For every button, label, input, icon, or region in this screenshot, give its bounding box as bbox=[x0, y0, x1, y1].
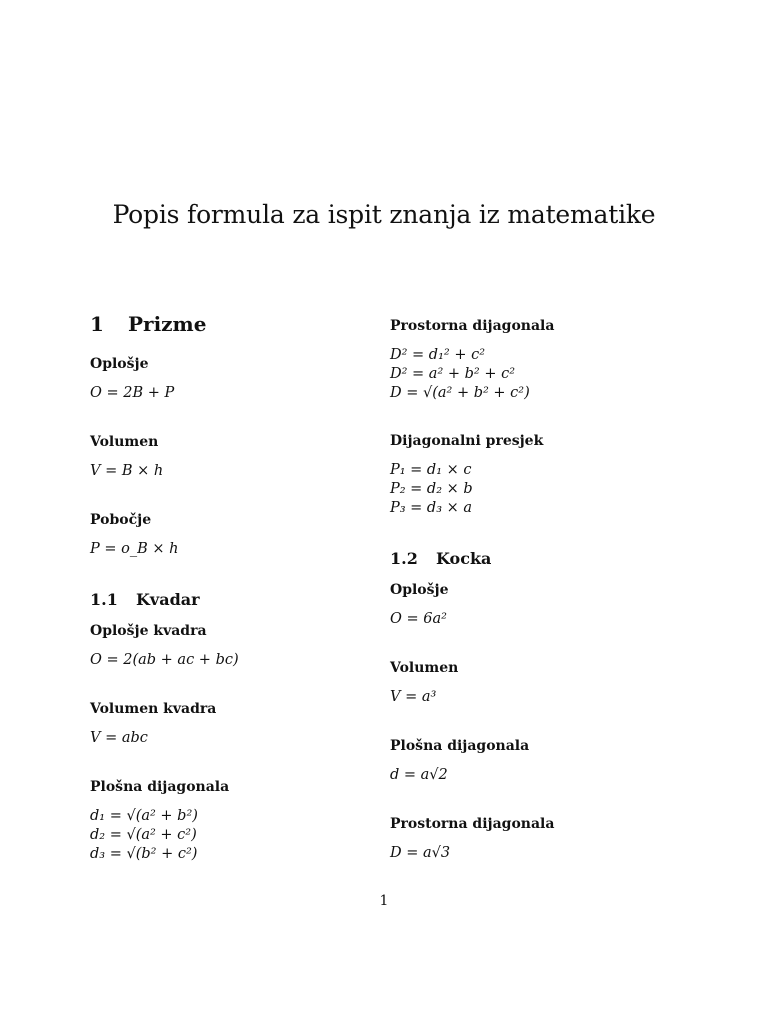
formula-volumen: V = B × h bbox=[90, 463, 164, 479]
paragraph-title-oplosje: Oplošje bbox=[90, 356, 149, 372]
section-number: 1 bbox=[90, 312, 104, 336]
formula-D: D = √(a² + b² + c²) bbox=[390, 385, 530, 401]
subsection-number: 1.2 bbox=[390, 549, 418, 568]
formula-group-prostorna-dijagonala bbox=[390, 346, 690, 403]
paragraph-title-plosna-dijagonala: Plošna dijagonala bbox=[90, 779, 230, 795]
paragraph-title-volumen: Volumen bbox=[90, 434, 159, 450]
paragraph-title-plosna-dijagonala-kocke: Plošna dijagonala bbox=[390, 738, 530, 754]
subsection-heading-kocka bbox=[390, 548, 690, 570]
page-title: Popis formula za ispit znanja iz matematike bbox=[112, 200, 656, 229]
formula-oplosje: O = 2B + P bbox=[90, 385, 175, 401]
formula-P2: P₂ = d₂ × b bbox=[390, 481, 473, 497]
page-number: 1 bbox=[379, 893, 389, 909]
paragraph-title-prostorna-dijagonala: Prostorna dijagonala bbox=[390, 318, 555, 334]
section-heading-prizme bbox=[90, 310, 360, 338]
formula-volumen-kocke: V = a³ bbox=[390, 689, 437, 705]
subsection-number: 1.1 bbox=[90, 590, 118, 609]
paragraph-title-dijagonalni-presjek: Dijagonalni presjek bbox=[390, 433, 544, 449]
formula-D2-a: D² = d₁² + c² bbox=[390, 347, 486, 363]
subsection-heading-kvadar bbox=[90, 589, 360, 611]
formula-oplosje-kvadra: O = 2(ab + ac + bc) bbox=[90, 652, 239, 668]
paragraph-title-prostorna-dijagonala-kocke: Prostorna dijagonala bbox=[390, 816, 555, 832]
paragraph-title-oplosje-kocke: Oplošje bbox=[390, 582, 449, 598]
paragraph-title-oplosje-kvadra: Oplošje kvadra bbox=[90, 623, 207, 639]
paragraph-title-volumen-kocke: Volumen bbox=[390, 660, 459, 676]
formula-d1: d₁ = √(a² + b²) bbox=[90, 808, 198, 824]
formula-D2-b: D² = a² + b² + c² bbox=[390, 366, 516, 382]
formula-group-dijagonalni-presjek bbox=[390, 461, 690, 518]
formula-P1: P₁ = d₁ × c bbox=[390, 462, 472, 478]
right-column bbox=[390, 310, 690, 863]
formula-prostorna-dijagonala-kocke: D = a√3 bbox=[390, 845, 451, 861]
subsection-title: Kocka bbox=[436, 549, 492, 568]
left-column bbox=[90, 310, 360, 864]
formula-group-plosna-dijagonala bbox=[90, 807, 360, 864]
paragraph-title-volumen-kvadra: Volumen kvadra bbox=[90, 701, 217, 717]
paragraph-title-pobocje: Pobočje bbox=[90, 512, 152, 528]
formula-P3: P₃ = d₃ × a bbox=[390, 500, 473, 516]
formula-oplosje-kocke: O = 6a² bbox=[390, 611, 447, 627]
formula-plosna-dijagonala-kocke: d = a√2 bbox=[390, 767, 448, 783]
formula-pobocje: P = o_B × h bbox=[90, 541, 179, 557]
formula-volumen-kvadra: V = abc bbox=[90, 730, 148, 746]
formula-d3: d₃ = √(b² + c²) bbox=[90, 846, 198, 862]
section-title: Prizme bbox=[128, 312, 207, 336]
formula-d2: d₂ = √(a² + c²) bbox=[90, 827, 197, 843]
subsection-title: Kvadar bbox=[136, 590, 200, 609]
